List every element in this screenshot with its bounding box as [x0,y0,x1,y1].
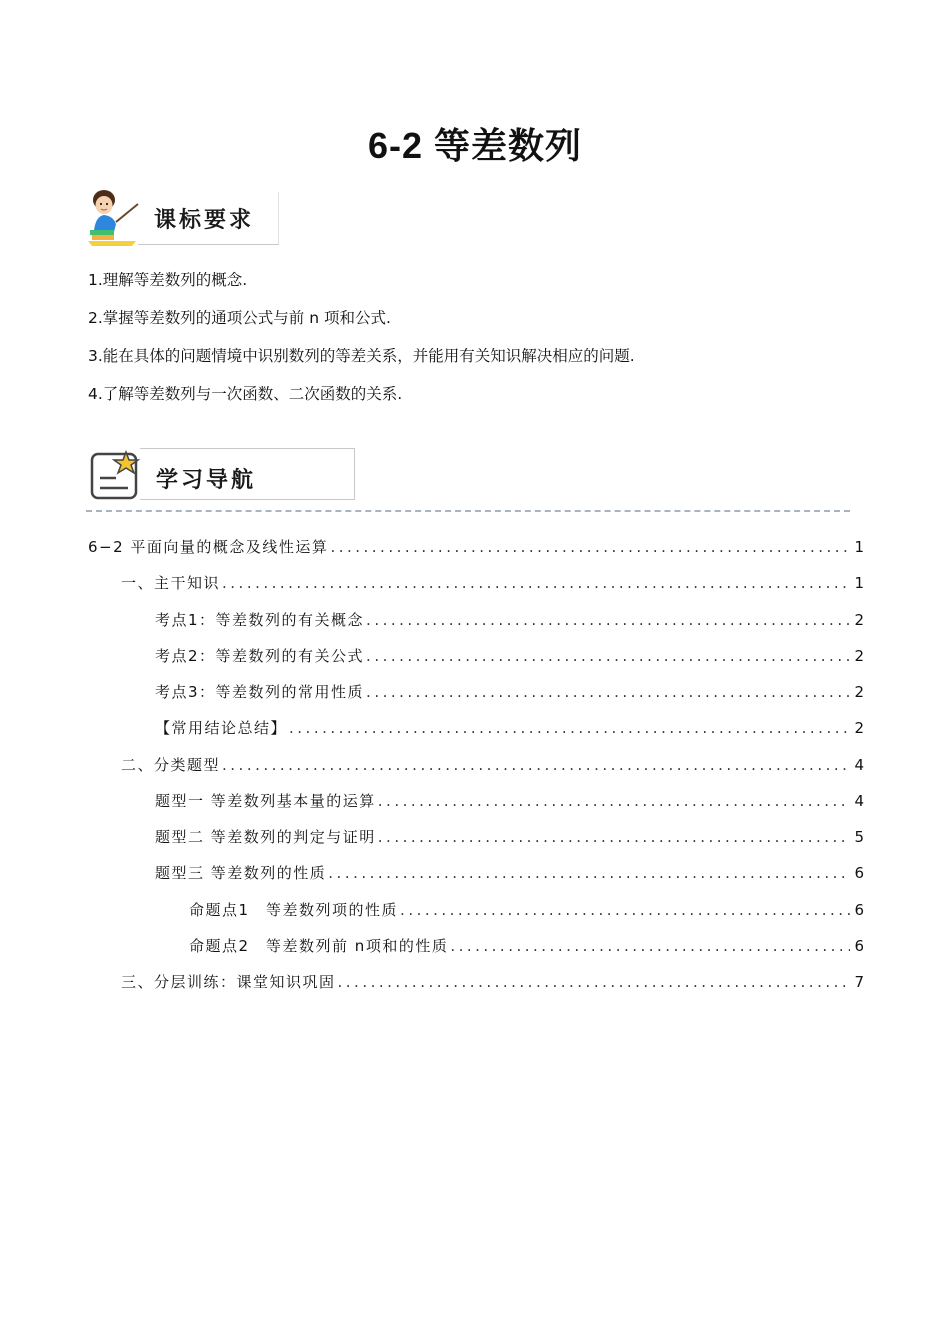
toc-entry-text: 【常用结论总结】 [155,719,288,737]
toc-leader [338,973,851,991]
toc-leader [366,683,850,701]
toc-entry-text: 命题点2 等差数列前 n项和的性质 [189,937,449,955]
toc-leader [378,828,851,846]
toc-entry-page: 7 [854,973,864,991]
requirement-item: 4.了解等差数列与一次函数、二次函数的关系. [88,385,403,403]
section-header-requirements [86,184,286,248]
toc-entry-page: 6 [854,864,864,882]
toc-entry[interactable] [121,572,864,594]
toc-leader [378,792,851,810]
section-header-label: 课标要求 [154,207,255,233]
toc-entry-text: 考点3：等差数列的常用性质 [155,683,365,701]
toc-entry-page: 5 [854,828,864,846]
toc-entry-text: 6−2 平面向量的概念及线性运算 [88,538,329,556]
section-header-label: 学习导航 [156,467,257,493]
toc-entry[interactable] [155,717,864,739]
toc-entry[interactable] [121,754,864,776]
toc-entry[interactable] [189,935,864,957]
toc-leader [366,647,850,665]
toc-entry[interactable] [155,609,864,631]
toc-entry-text: 一、主干知识 [121,574,221,592]
toc-entry-page: 2 [854,683,864,701]
toc-entry[interactable] [155,645,864,667]
toc-leader [330,538,850,556]
section-header-navigation [88,446,358,502]
toc-entry-page: 6 [854,901,864,919]
toc-entry-text: 题型一 等差数列基本量的运算 [155,792,376,810]
toc-entry[interactable] [155,790,864,812]
toc-entry-text: 二、分类题型 [121,756,221,774]
toc-entry-text: 三、分层训练：课堂知识巩固 [121,973,336,991]
toc-leader [366,611,850,629]
toc-entry[interactable] [155,681,864,703]
toc-entry-text: 题型二 等差数列的判定与证明 [155,828,376,846]
toc-entry-text: 命题点1 等差数列项的性质 [189,901,399,919]
toc-entry-page: 2 [854,611,864,629]
requirement-item: 3.能在具体的问题情境中识别数列的等差关系，并能用有关知识解决相应的问题. [88,347,635,365]
toc-entry-text: 考点1：等差数列的有关概念 [155,611,365,629]
toc-entry[interactable] [155,826,864,848]
requirement-item: 1.理解等差数列的概念. [88,271,248,289]
toc-entry-page: 4 [854,756,864,774]
toc-entry-page: 2 [854,647,864,665]
teacher-icon [86,184,146,248]
star-note-icon [88,448,142,502]
toc-entry-page: 6 [854,937,864,955]
toc-entry-page: 2 [854,719,864,737]
toc-entry-page: 1 [854,574,864,592]
toc-entry-text: 题型三 等差数列的性质 [155,864,327,882]
toc-leader [400,901,850,919]
toc-entry[interactable] [121,971,864,993]
requirement-item: 2.掌握等差数列的通项公式与前 n 项和公式. [88,309,391,327]
toc-leader [328,864,850,882]
divider [86,510,850,512]
toc-entry[interactable] [88,536,864,558]
page-title: 6-2 等差数列 [367,125,583,166]
toc-leader [289,719,850,737]
toc-entry-page: 4 [854,792,864,810]
toc-entry[interactable] [155,862,864,884]
toc-leader [222,574,850,592]
toc-leader [222,756,850,774]
toc-entry[interactable] [189,899,864,921]
toc-entry-page: 1 [854,538,864,556]
toc-leader [450,937,850,955]
toc-entry-text: 考点2：等差数列的有关公式 [155,647,365,665]
